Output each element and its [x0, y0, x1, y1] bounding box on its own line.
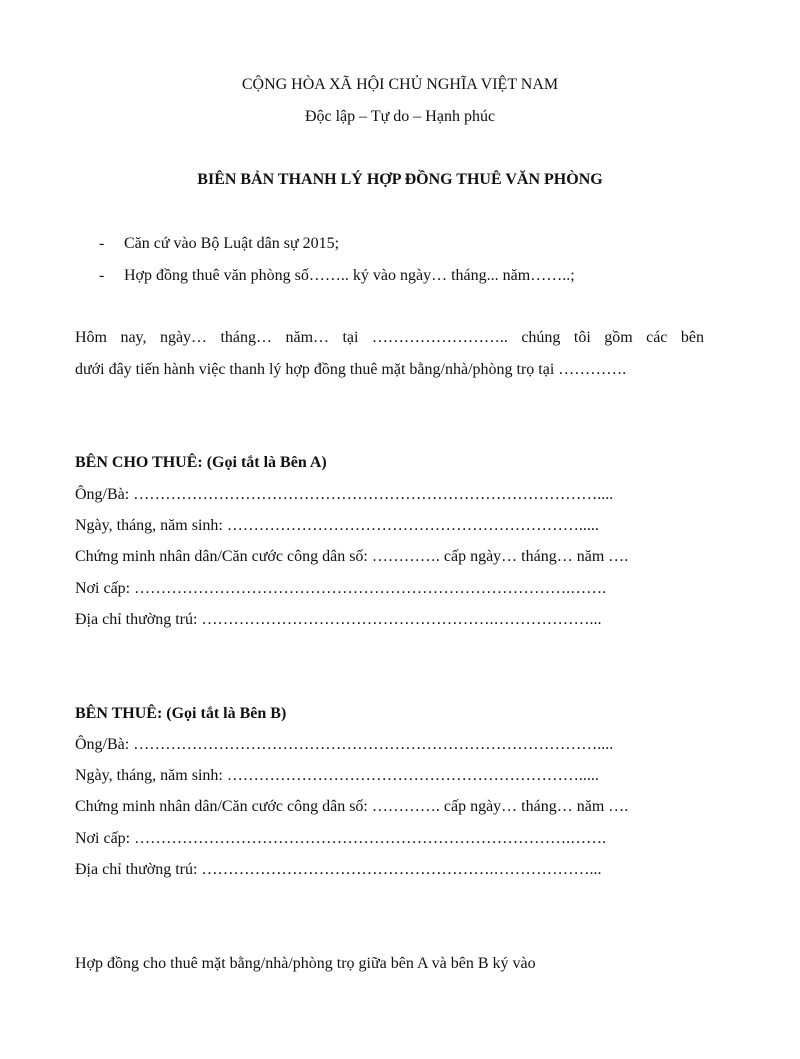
word: Hôm — [75, 329, 107, 346]
word: bên — [680, 329, 704, 346]
motto: Độc lập – Tự do – Hạnh phúc — [304, 108, 496, 125]
word: tôi — [573, 329, 591, 346]
party-b-issue-place-field: Nơi cấp: ……………………………………………………………………….……. — [75, 830, 607, 847]
bullet: - — [99, 235, 105, 252]
party-a-heading: BÊN CHO THUÊ: (Gọi tắt là Bên A) — [75, 454, 327, 471]
intro-line-2: dưới đây tiến hành việc thanh lý hợp đồng thuê mặt bằng/nhà/phòng trọ tại …………. — [75, 361, 627, 378]
word: nay, — [120, 329, 147, 346]
list-item-text: Hợp đồng thuê văn phòng số…….. ký vào ngày… tháng... năm……..; — [124, 267, 575, 284]
word: các — [646, 329, 668, 346]
intro-line-1 — [75, 328, 704, 348]
party-a-id-field: Chứng minh nhân dân/Căn cước công dân số: …………. cấp ngày… tháng… năm …. — [75, 548, 629, 565]
word: tại — [342, 329, 359, 346]
party-a-address-field: Địa chỉ thường trú: ……………………………………………….………………... — [75, 611, 602, 628]
party-b-name-field: Ông/Bà: …………………………………………………………………………….... — [75, 736, 614, 753]
party-a-birthdate-field: Ngày, tháng, năm sinh: …………………………………………………………..... — [75, 517, 599, 534]
nation-header: CỘNG HÒA XÃ HỘI CHỦ NGHĨA VIỆT NAM — [241, 76, 559, 93]
closing-text: Hợp đồng cho thuê mặt bằng/nhà/phòng trọ giữa bên A và bên B ký vào — [75, 955, 536, 972]
party-b-address-field: Địa chỉ thường trú: ……………………………………………….………………... — [75, 861, 602, 878]
document-title: BIÊN BẢN THANH LÝ HỢP ĐỒNG THUÊ VĂN PHÒNG — [197, 171, 603, 188]
party-a-name-field: Ông/Bà: …………………………………………………………………………….... — [75, 486, 614, 503]
party-b-birthdate-field: Ngày, tháng, năm sinh: …………………………………………………………..... — [75, 767, 599, 784]
party-b-id-field: Chứng minh nhân dân/Căn cước công dân số: …………. cấp ngày… tháng… năm …. — [75, 798, 629, 815]
word: chúng — [521, 329, 561, 346]
party-a-issue-place-field: Nơi cấp: ……………………………………………………………………….……. — [75, 580, 607, 597]
word: năm… — [285, 329, 330, 346]
bullet: - — [99, 267, 105, 284]
word: ngày… — [159, 329, 208, 346]
word: tháng… — [220, 329, 273, 346]
list-item-text: Căn cứ vào Bộ Luật dân sự 2015; — [124, 235, 340, 252]
word: …………………….. — [371, 329, 508, 346]
party-b-heading: BÊN THUÊ: (Gọi tắt là Bên B) — [75, 705, 287, 722]
word: gồm — [604, 329, 633, 346]
